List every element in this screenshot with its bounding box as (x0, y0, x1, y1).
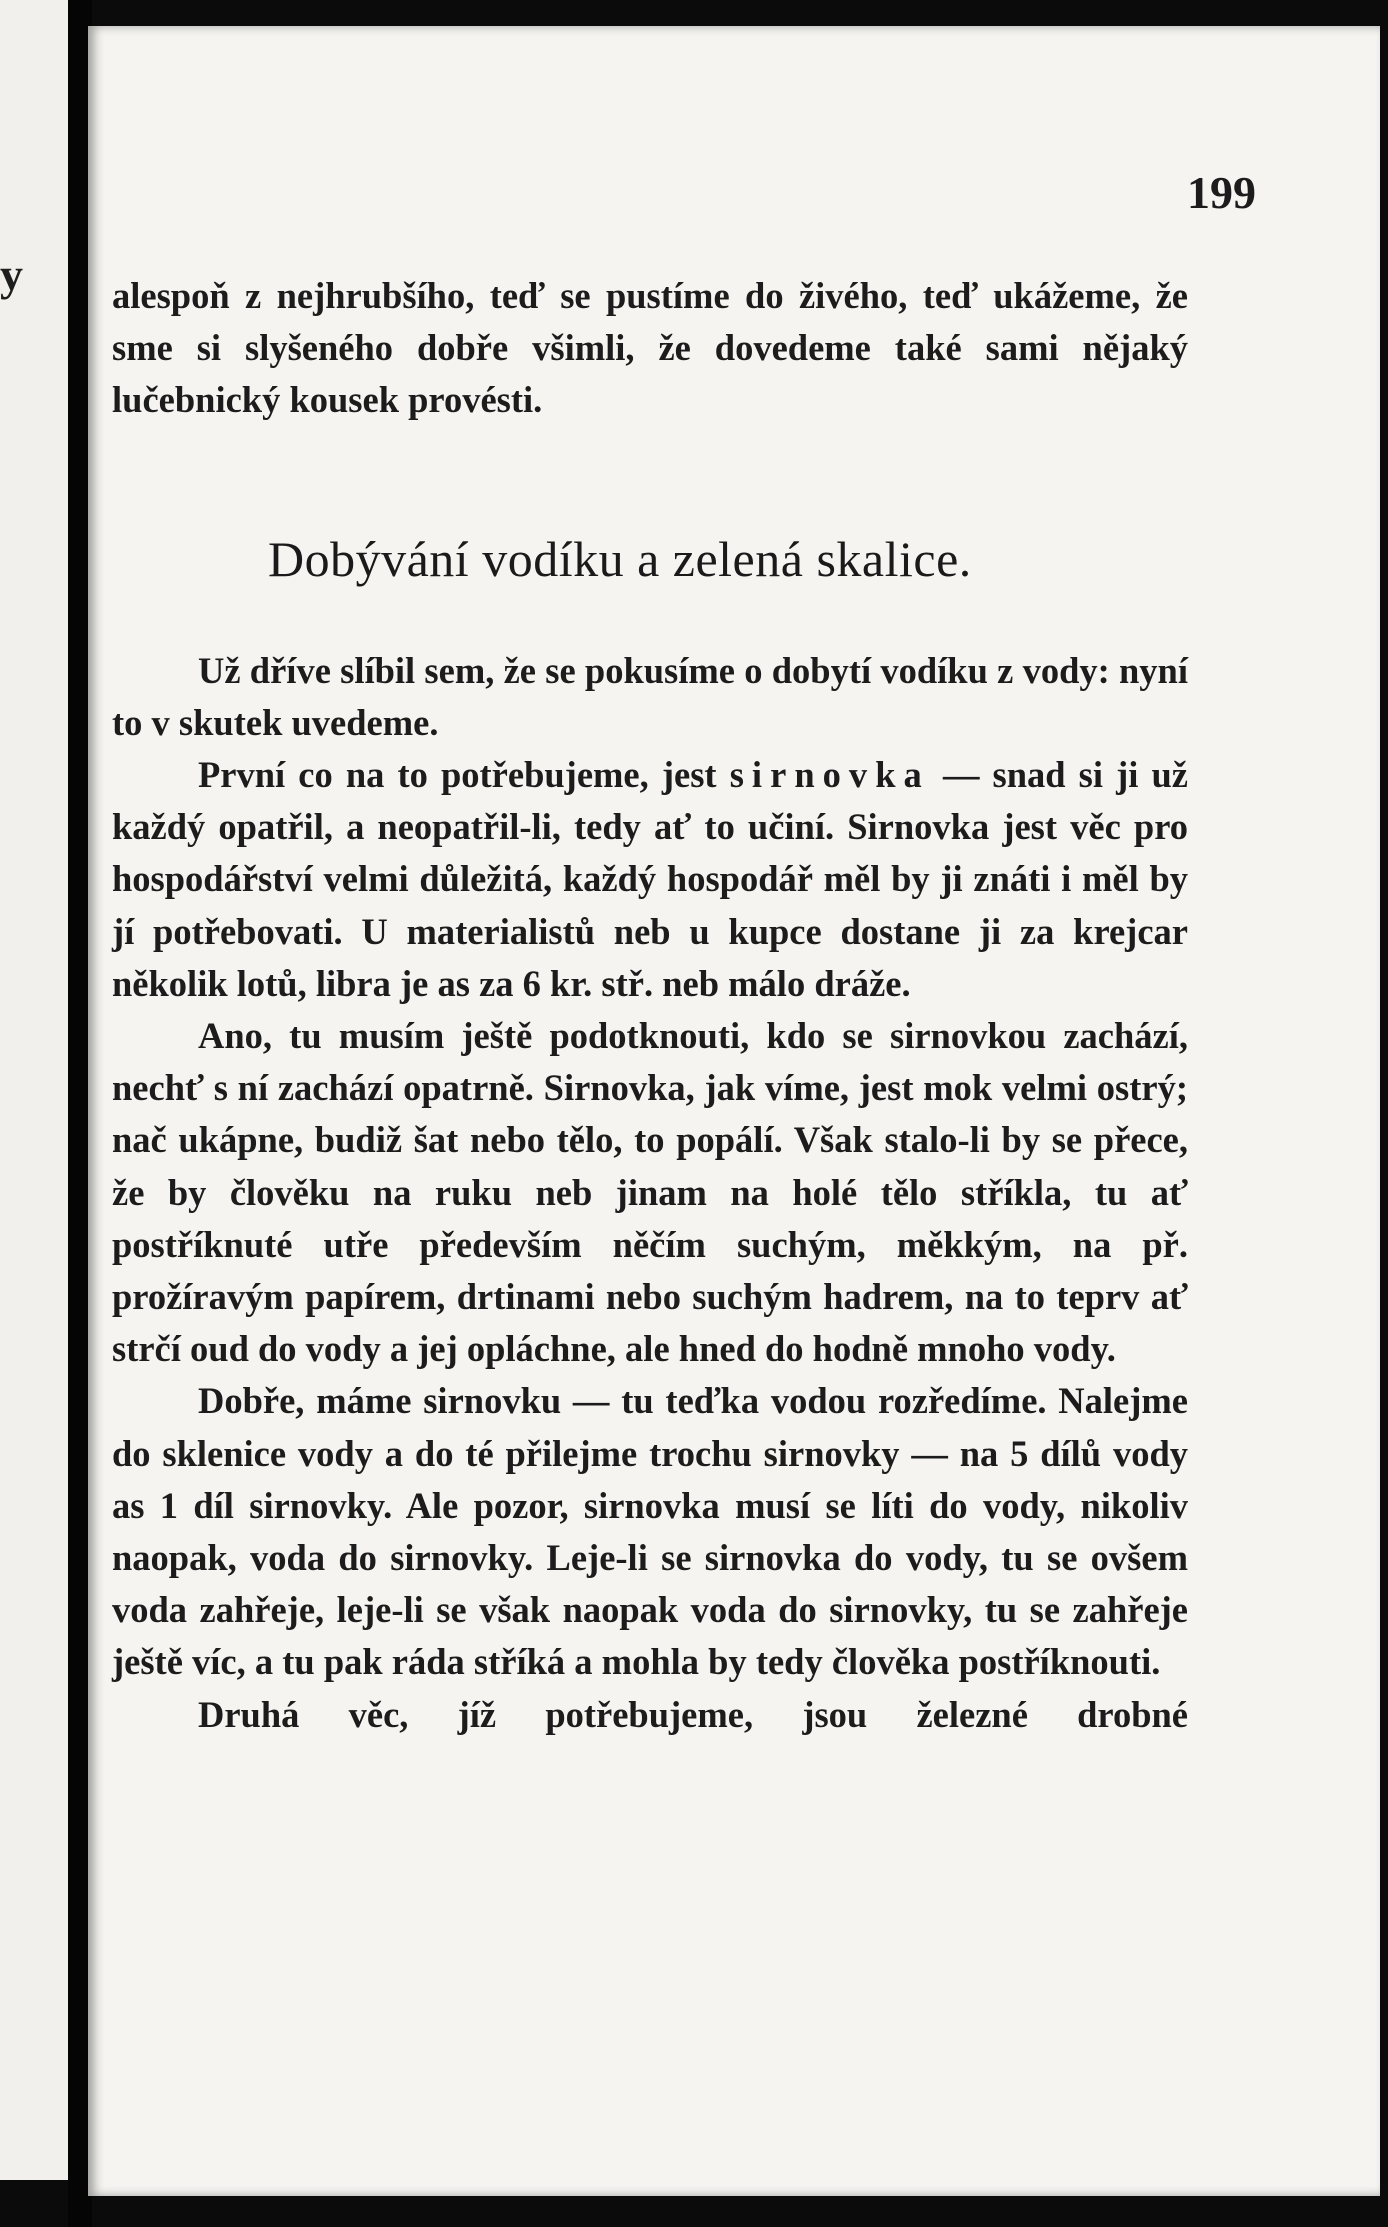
previous-page-edge (0, 0, 68, 2180)
book-page (88, 26, 1380, 2196)
page-text (112, 270, 1188, 1741)
paragraph-2-rest: — snad si ji už každý opatřil, a neopatřil-li, tedy ať to učiní. Sirnovka jest věc pro hospodářství velmi důležitá, každý hospodář měl by ji znáti i měl by jí potřebovati. U materialistů neb u kupce dostane ji za krejcar několik lotů, libra je as za 6 kr. stř. neb málo dráže. (112, 754, 1189, 1004)
paragraph-4: Dobře, máme sirnovku — tu teďka vodou rozředíme. Nalejme do sklenice vody a do té přilejme trochu sirnovky — na 5 dílů vody as 1 díl sirnovky. Ale pozor, sirnovka musí se líti do vody, nikoliv naopak, voda do sirnovky. Leje-li se sirnovka do vody, tu se ovšem voda zahřeje, leje-li se však naopak voda do sirnovky, tu se zahřeje ještě víc, a tu pak ráda stříká a mohla by tedy člověka postříknouti. (112, 1380, 1188, 1683)
section-heading: Dobývání vodíku a zelená skalice. (268, 530, 972, 587)
previous-page-text-fragment: y (0, 249, 23, 300)
paragraph-3: Ano, tu musím ještě podotknouti, kdo se sirnovkou zachází, nechť s ní zachází opatrně. Sirnovka, jak víme, jest mok velmi ostrý; nač ukápne, budiž šat nebo tělo, to popálí. Však stalo-li by se přece, že by člověku na ruku neb jinam na holé tělo stříkla, tu ať postříknuté utře především něčím suchým, měkkým, na př. prožíravým papírem, drtinami nebo suchým hadrem, na to teprv ať strčí oud do vody a jej opláchne, ale hned do hodně mnoho vody. (112, 1015, 1188, 1370)
paragraph-1: Už dříve slíbil sem, že se pokusíme o dobytí vodíku z vody: nyní to v skutek uvedeme. (112, 649, 1188, 743)
paragraph-2 (112, 749, 1188, 1010)
page-number: 199 (1187, 167, 1256, 218)
paragraph-5: Druhá věc, jíž potřebujeme, jsou železné drobné (198, 1693, 1188, 1735)
paragraph-2-start: První co na to potřebujeme, jest (198, 754, 717, 796)
emphasized-term: sirnovka (729, 754, 930, 796)
continued-paragraph: alespoň z nejhrubšího, teď se pustíme do živého, teď ukážeme, že sme si slyšeného dobře všimli, že dovedeme také sami nějaký lučebnický kousek provésti. (112, 275, 1188, 421)
